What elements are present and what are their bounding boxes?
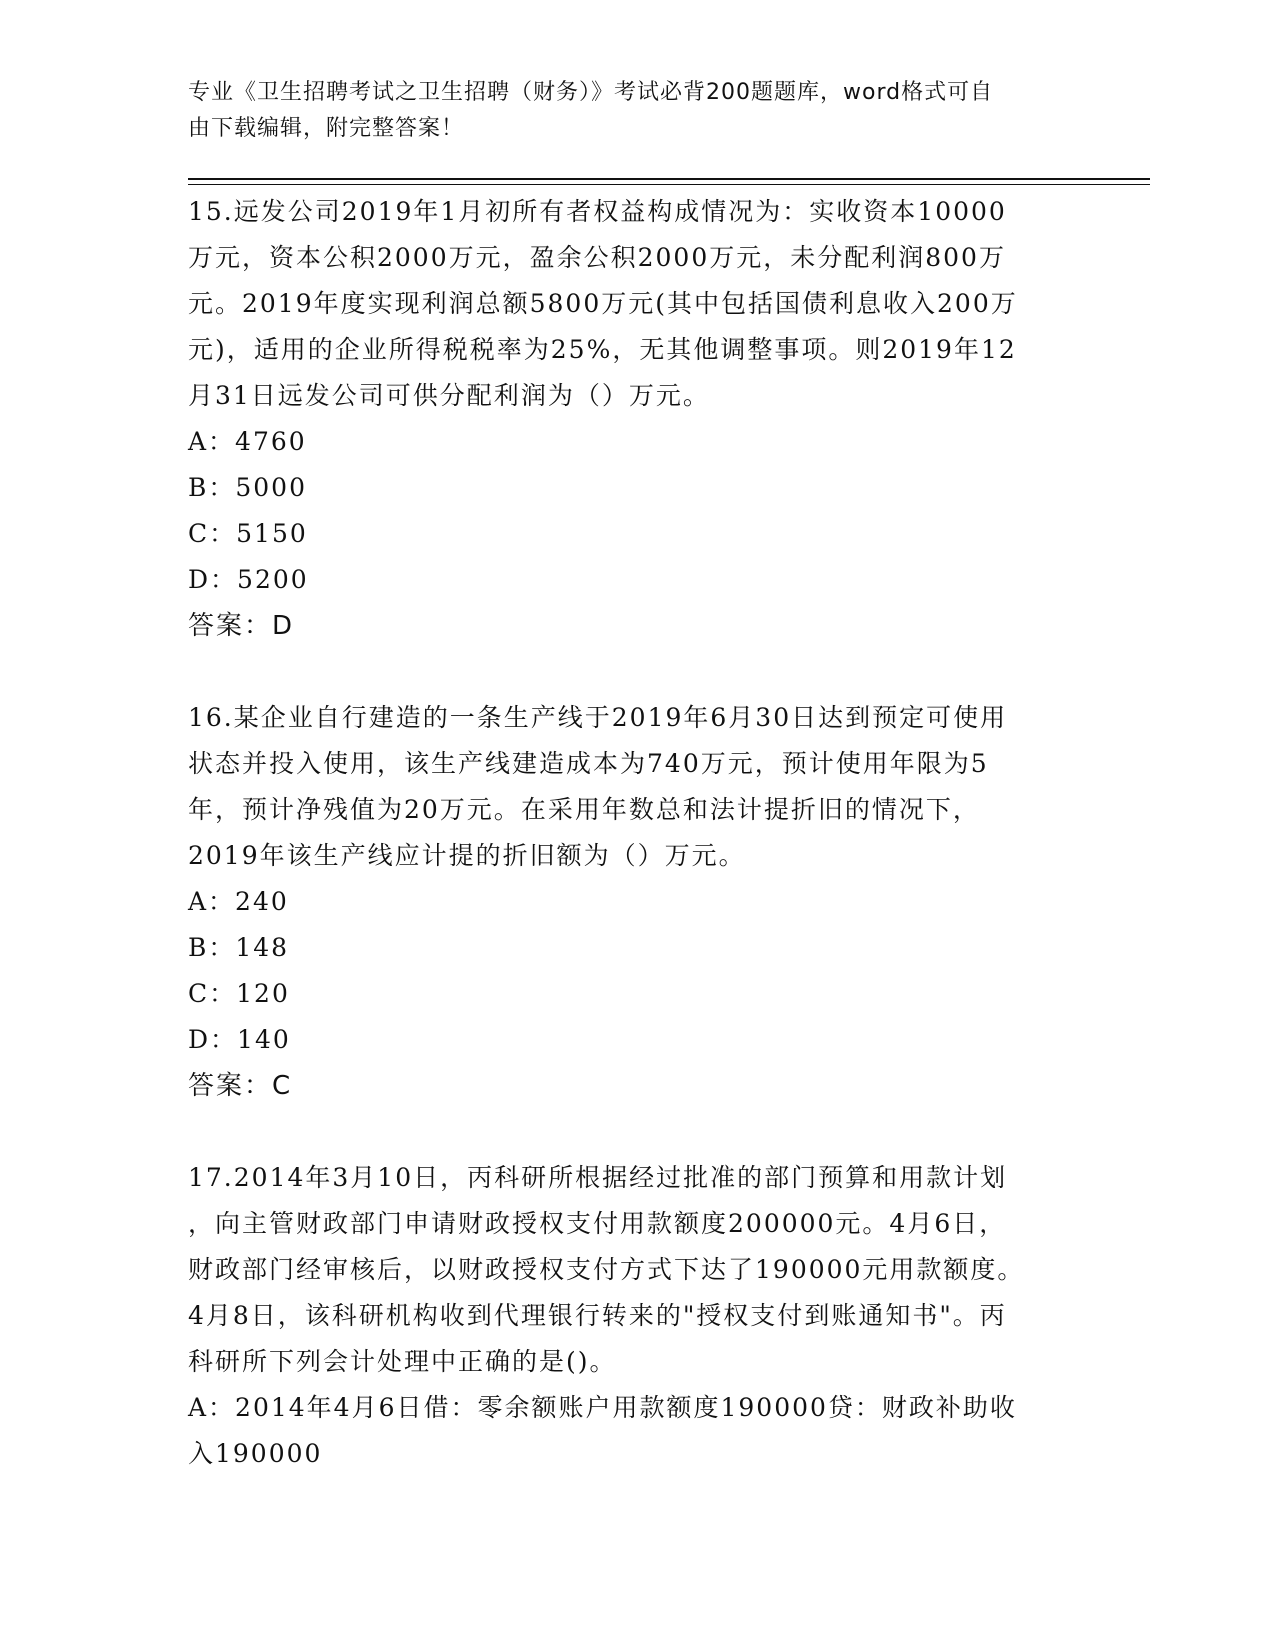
stem-line: 状态并投入使用，该生产线建造成本为740万元，预计使用年限为5 <box>188 749 989 778</box>
option-c: C：5150 <box>188 519 308 548</box>
header-divider-thick <box>188 178 1150 180</box>
stem-line: 元)，适用的企业所得税税率为25%，无其他调整事项。则2019年12 <box>188 335 1017 364</box>
option-c: C：120 <box>188 979 290 1008</box>
stem-line: 元。2019年度实现利润总额5800万元(其中包括国债利息收入200万 <box>188 289 1018 318</box>
stem-line: 科研所下列会计处理中正确的是()。 <box>188 1347 617 1376</box>
question-list <box>188 189 1088 1477</box>
stem-line: 财政部门经审核后，以财政授权支付方式下达了190000元用款额度。 <box>188 1255 1025 1284</box>
answer-label: 答案：C <box>188 1071 293 1101</box>
option-a: A：4760 <box>188 427 307 456</box>
stem-line: ，向主管财政部门申请财政授权支付用款额度200000元。4月6日， <box>188 1209 1007 1238</box>
stem-line: 4月8日，该科研机构收到代理银行转来的"授权支付到账通知书"。丙 <box>188 1301 1007 1330</box>
question-16-stem <box>188 695 1088 879</box>
stem-line: 年，预计净残值为20万元。在采用年数总和法计提折旧的情况下， <box>188 795 980 824</box>
header-line-1: 专业《卫生招聘考试之卫生招聘（财务）》考试必背200题题库，word格式可自 <box>188 80 994 105</box>
answer-label: 答案：D <box>188 611 295 641</box>
option-a <box>188 1385 1088 1477</box>
question-16 <box>188 695 1088 1109</box>
header-line-2: 由下载编辑，附完整答案！ <box>188 116 465 141</box>
stem-line: 16.某企业自行建造的一条生产线于2019年6月30日达到预定可使用 <box>188 703 1008 732</box>
option-b: B：5000 <box>188 473 307 502</box>
stem-line: 万元，资本公积2000万元，盈余公积2000万元，未分配利润800万 <box>188 243 1006 272</box>
stem-line: 15.远发公司2019年1月初所有者权益构成情况为：实收资本10000 <box>188 197 1007 226</box>
header-divider-thin <box>188 184 1150 185</box>
option-a-line-1: A：2014年4月6日借：零余额账户用款额度190000贷：财政补助收 <box>188 1393 1017 1422</box>
question-17 <box>188 1155 1088 1477</box>
question-17-stem <box>188 1155 1088 1385</box>
option-b: B：148 <box>188 933 290 962</box>
document-header <box>188 75 1068 147</box>
option-a: A：240 <box>188 887 289 916</box>
question-15-stem <box>188 189 1088 419</box>
option-d: D：5200 <box>188 565 309 594</box>
stem-line: 月31日远发公司可供分配利润为（）万元。 <box>188 381 710 410</box>
option-a-line-2: 入190000 <box>188 1439 323 1468</box>
stem-line: 2019年该生产线应计提的折旧额为（）万元。 <box>188 841 746 870</box>
stem-line: 17.2014年3月10日，丙科研所根据经过批准的部门预算和用款计划 <box>188 1163 1008 1192</box>
option-d: D：140 <box>188 1025 291 1054</box>
question-15 <box>188 189 1088 649</box>
